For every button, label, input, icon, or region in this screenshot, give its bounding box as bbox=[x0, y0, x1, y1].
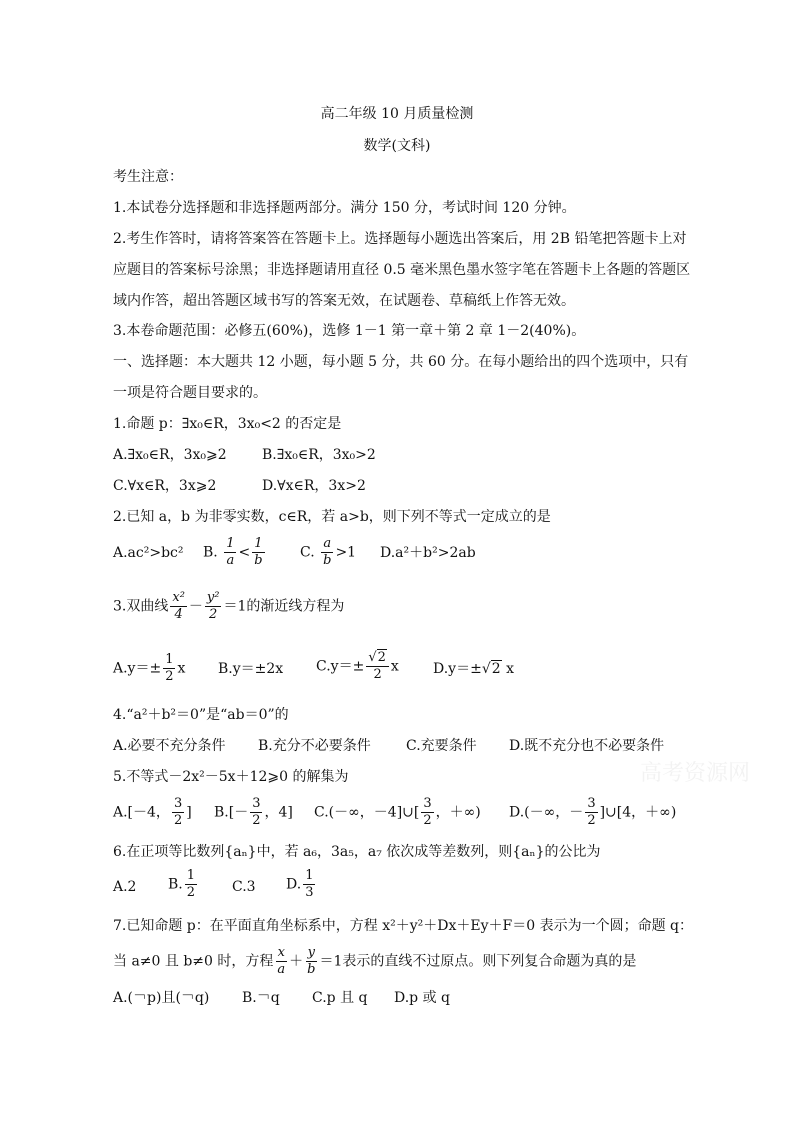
question-2-stem: 2.已知 a，b 为非零实数，c∈R，若 a>b，则下列不等式一定成立的是 bbox=[113, 509, 551, 525]
exam-subject: 数学(文科) bbox=[363, 138, 431, 154]
notice-line: 应题目的答案标号涂黑；非选择题请用直径 0.5 毫米黑色墨水签字笔在答题卡上各题的答题区 bbox=[113, 262, 691, 278]
q2-option-a: A.ac²>bc² bbox=[113, 545, 184, 561]
q2-option-c: C. $\frac{a}{b}$ >1 bbox=[300, 536, 357, 568]
q2-option-b: B. $\frac{1}{a}$ < $\frac{1}{b}$ bbox=[203, 536, 263, 568]
q4-option-d: D.既不充分也不必要条件 bbox=[509, 738, 665, 754]
question-6-stem: 6.在正项等比数列{aₙ}中，若 a₆，3a₅，a₇ 依次成等差数列，则{aₙ}的公比为 bbox=[113, 844, 601, 860]
notice-line: 域内作答，超出答题区域书写的答案无效，在试题卷、草稿纸上作答无效。 bbox=[113, 293, 575, 309]
question-7-stem-line2: 当 a≠0 且 b≠0 时，方程 $\frac{x}{a}$ ＋ $\frac{y}{b}$ ＝1表示的直线不过原点。则下列复合命题为真的是 bbox=[113, 945, 637, 977]
q6-option-b: B. $\frac{1}{2}$ bbox=[168, 868, 196, 900]
q4-option-c: C.充要条件 bbox=[406, 738, 477, 754]
notice-heading: 考生注意： bbox=[113, 169, 183, 185]
q1-option-d: D.∀x∈R，3x>2 bbox=[262, 478, 366, 494]
q1-option-b: B.∃x₀∈R，3x₀>2 bbox=[262, 447, 376, 463]
question-5-stem: 5.不等式－2x²－5x＋12⩾0 的解集为 bbox=[113, 769, 349, 785]
q1-option-c: C.∀x∈R，3x⩾2 bbox=[113, 478, 217, 494]
watermark: 高考资源网 bbox=[640, 761, 751, 786]
q3-option-a: A.y＝± $\frac{1}{2}$ x bbox=[113, 652, 186, 684]
q7-option-d: D.p 或 q bbox=[394, 990, 450, 1006]
notice-line: 1.本试卷分选择题和非选择题两部分。满分 150 分，考试时间 120 分钟。 bbox=[113, 200, 576, 216]
q7-option-a: A.(￢p)且(￢q) bbox=[113, 990, 210, 1006]
q4-option-b: B.充分不必要条件 bbox=[258, 738, 371, 754]
q4-option-a: A.必要不充分条件 bbox=[113, 738, 226, 754]
q7-option-c: C.p 且 q bbox=[312, 990, 368, 1006]
q5-option-a: A.[－4， $\frac{3}{2}$ ] bbox=[113, 796, 192, 828]
notice-line: 2.考生作答时，请将答案答在答题卡上。选择题每小题选出答案后，用 2B 铅笔把答题卡上对 bbox=[113, 231, 687, 247]
q7-option-b: B.￢q bbox=[242, 990, 280, 1006]
q5-option-b: B.[－ $\frac{3}{2}$ ，4] bbox=[214, 796, 293, 828]
q5-option-c: C.(－∞，－4]∪[ $\frac{3}{2}$ ，＋∞) bbox=[314, 796, 481, 828]
q1-option-a: A.∃x₀∈R，3x₀⩾2 bbox=[113, 447, 227, 463]
q3-option-c: C.y＝± $\frac{√2}{2}$ x bbox=[316, 650, 399, 682]
section-heading: 一项是符合题目要求的。 bbox=[113, 385, 267, 401]
q6-option-a: A.2 bbox=[113, 879, 137, 895]
question-3-stem: 3.双曲线 $\frac{\text{x²}}{4}$ － $\frac{\text{y²}}{2}$ ＝1的渐近线方程为 bbox=[113, 590, 345, 622]
q2-option-d: D.a²＋b²>2ab bbox=[380, 545, 476, 561]
exam-title: 高二年级 10 月质量检测 bbox=[320, 106, 474, 122]
q3-option-d: D.y＝±√2 x bbox=[433, 661, 515, 677]
question-1-stem: 1.命题 p：∃x₀∈R，3x₀<2 的否定是 bbox=[113, 416, 342, 432]
q6-option-c: C.3 bbox=[232, 879, 256, 895]
notice-line: 3.本卷命题范围：必修五(60%)，选修 1－1 第一章＋第 2 章 1－2(40%)。 bbox=[113, 323, 586, 339]
section-heading: 一、选择题：本大题共 12 小题，每小题 5 分，共 60 分。在每小题给出的四个选项中，只有 bbox=[113, 354, 689, 370]
q5-option-d: D.(－∞，－ $\frac{3}{2}$ ]∪[4，＋∞) bbox=[509, 796, 677, 828]
q3-option-b: B.y＝±2x bbox=[218, 661, 284, 677]
question-7-stem: 7.已知命题 p：在平面直角坐标系中，方程 x²＋y²＋Dx＋Ey＋F＝0 表示为一个圆；命题 q： bbox=[113, 918, 693, 934]
question-4-stem: 4.“a²＋b²＝0”是“ab＝0”的 bbox=[113, 707, 289, 723]
q6-option-d: D. $\frac{1}{3}$ bbox=[286, 868, 314, 900]
